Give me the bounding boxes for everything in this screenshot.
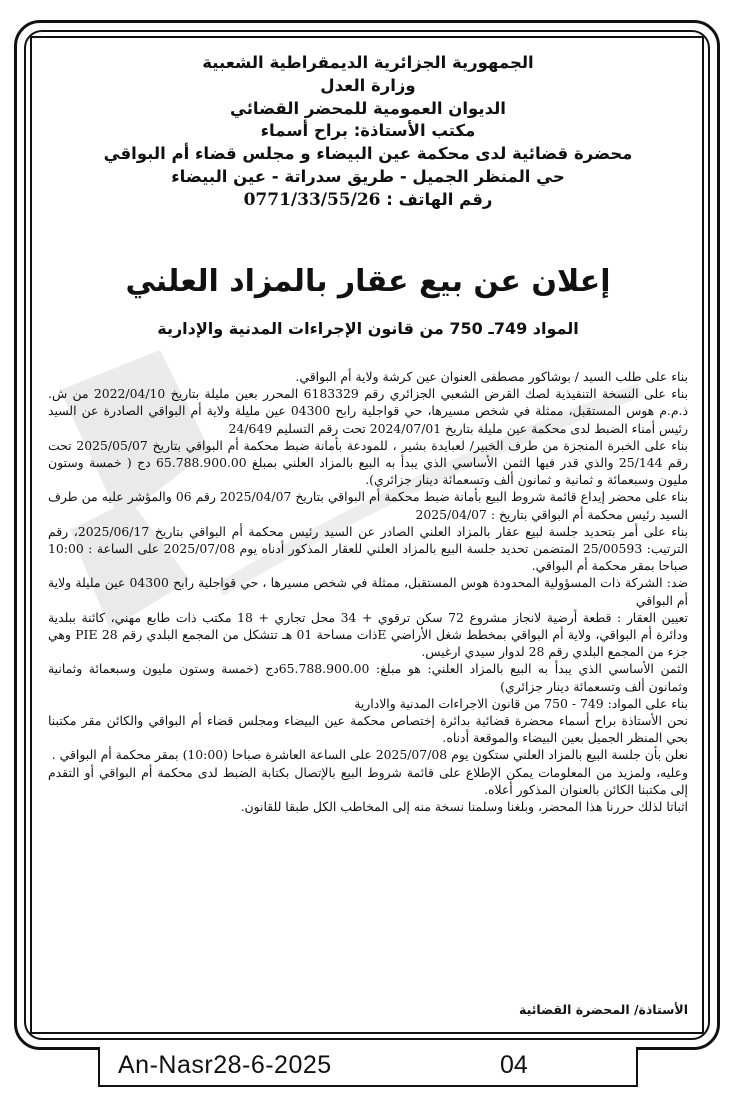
- newspaper-name: An-Nasr: [118, 1051, 214, 1079]
- signature-line: الأستاذة/ المحضرة القضائية: [519, 1002, 688, 1017]
- page-number: 04: [500, 1051, 528, 1079]
- body-paragraph-closing: اثباتا لذلك حررنا هذا المحضر، وبلغنا وسلمنا نسخة منه إلى المخاطب الكل طبقا للقانون.: [240, 799, 688, 815]
- body-paragraph-property: تعيين العقار : قطعة أرضية لانجاز مشروع 72 سكن ترقوي + 34 محل تجاري + 18 مكتب ذات طابع مهني، كائنة ببلدية ودائرة أم البواقي، ولاية أم البواقي بمخطط شغل الأراضي Eذات مساحة 01 هـ تتشكل من المجمع البلدي رقم 28 PIE وهي جزء من المجمع البلدي رقم 28 لدوار سيدي ارغيس.: [48, 609, 689, 660]
- footer-brand-date: [118, 1051, 332, 1080]
- body-paragraph-base-price: الثمن الأساسي الذي يبدأ به البيع بالمزاد العلني: هو مبلغ: 65.788.900.00دج (خمسة وستون مليون وسبعمائة وثمانية وثمانون ألف وتسعمائة دينار جزائري): [48, 661, 688, 694]
- announcement-body: [48, 368, 688, 815]
- body-paragraph-requester: بناء على طلب السيد / بوشاكور مصطفى العنوان عين كرشة ولاية أم البواقي.: [295, 369, 688, 384]
- body-paragraph-auction-date: نعلن بأن جلسة البيع بالمزاد العلني ستكون يوم 2025/07/08 على الساعة العاشرة صباحا (10:00) بمقر محكمة أم البواقي .: [51, 747, 688, 763]
- phone-number: 0771/33/55/26: [243, 189, 381, 210]
- announcement-title: إعلان عن بيع عقار بالمزاد العلني: [125, 264, 611, 299]
- legal-articles-subtitle: المواد 749ـ 750 من قانون الإجراءات المدنية والإدارية: [157, 319, 579, 338]
- body-paragraph-enforcement: بناء على النسخة التنفيذية لصك القرض الشعبي الجزائري رقم 6183329 المحرر بعين مليلة بتاريخ 2022/04/10 من ش. ذ.م.م هوس المستقبل، ممثلة في شخص مسيرها، حي قواجلية رابح 04300 عين مليلة ولاية أم البواقي الصادرة عن السيد رئيس أمناء الضبط لدى محكمة عين مليلة بتاريخ 2024/07/01 تحت رقم التسليم 24/649: [48, 386, 689, 436]
- body-paragraph-conditions: بناء على محضر إيداع قائمة شروط البيع بأمانة ضبط محكمة أم البواقي بتاريخ 2025/04/07 رقم 06 والمؤشر عليه من طرف السيد رئيس محكمة أم البواقي بتاريخ : 2025/04/07: [48, 489, 688, 522]
- newspaper-footer: [98, 1047, 638, 1087]
- header-jurisdiction: محضرة قضائية لدى محكمة عين البيضاء و مجلس قضاء أم البواقي: [103, 144, 633, 164]
- header-phone-line: [40, 189, 696, 212]
- body-paragraph-expertise: بناء على الخبرة المنجزة من طرف الخبير/ لعبايدة بشير ، للمودعة بأمانة ضبط محكمة أم البواقي بتاريخ 2025/05/07 تحت رقم 25/144 والذي قدر فيها الثمن الأساسي الذي يبدأ به البيع بالمزاد العلني بمبلغ 65.788.900.00 دج ( خمسة وستون مليون وسبعمائة و ثمانية و ثمانون ألف وتسعمائة دينار جزائري).: [48, 437, 689, 488]
- body-paragraph-hearing-order: بناء على أمر بتحديد جلسة لبيع عقار بالمزاد العلني الصادر عن السيد رئيس محكمة أم البواقي بتاريخ 2025/06/17، رقم الترتيب: 25/00593 المتضمن تحديد جلسة البيع بالمزاد العلني للعقار المذكور أدناه يوم 2025/07/08 على الساعة : 10:00 صباحا بمقر محكمة أم البواقي.: [48, 523, 688, 574]
- header-ministry: وزارة العدل: [320, 75, 416, 95]
- header-office: الديوان العمومية للمحضر القضائي: [230, 98, 506, 118]
- header-address: حي المنظر الجميل - طريق سدراتة - عين البيضاء: [171, 166, 565, 186]
- header-republic: الجمهورية الجزائرية الديمقراطية الشعبية: [202, 53, 534, 72]
- header-block: [40, 52, 696, 212]
- publication-date: 28-6-2025: [213, 1051, 332, 1079]
- body-paragraph-articles: بناء على المواد: 749 - 750 من قانون الاجراءات المدنية والادارية: [354, 695, 688, 711]
- body-paragraph-info: وعليه، ولمزيد من المعلومات يمكن الإطلاع على قائمة شروط البيع بالإتصال بكتابة الضبط لدى محكمة أم البواقي أو التقدم إلى مكتبنا الكائن بالعنوان المذكور أعلاه.: [48, 764, 688, 797]
- phone-label: رقم الهاتف :: [386, 189, 493, 209]
- body-paragraph-against: ضد: الشركة ذات المسؤولية المحدودة هوس المستقبل، ممثلة في شخص مسيرها ، حي قواجلية رابح 04300 عين مليلة ولاية أم البواقي: [48, 575, 688, 608]
- body-paragraph-bailiff: نحن الأستاذة براح أسماء محضرة قضائية بدائرة إختصاص محكمة عين البيضاء ومجلس قضاء أم البواقي والكائن مقر مكتبنا بحي المنظر الجميل بعين البيضاء والموقعة أدناه.: [48, 713, 688, 746]
- header-bailiff-name: مكتب الأستاذة: براح أسماء: [260, 121, 476, 141]
